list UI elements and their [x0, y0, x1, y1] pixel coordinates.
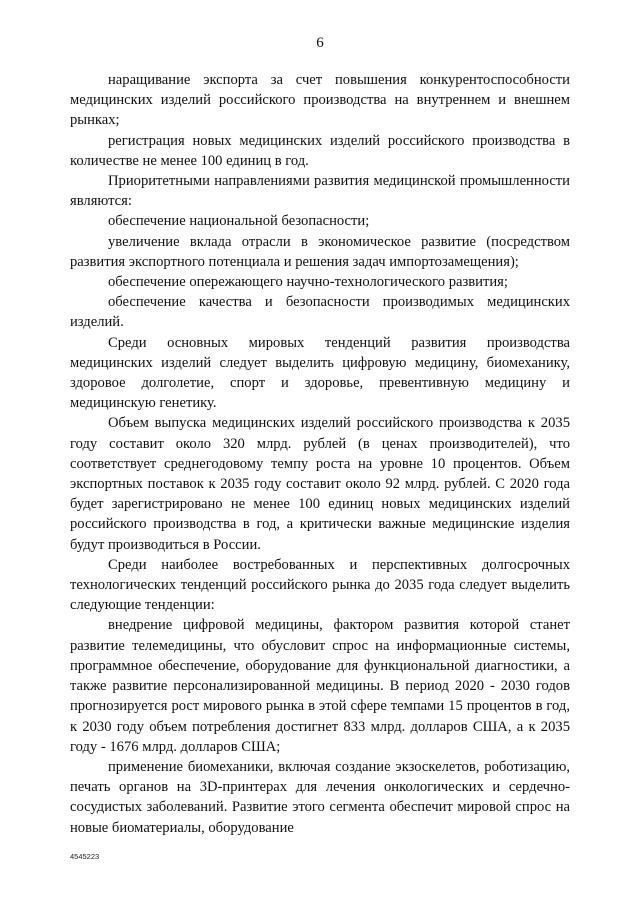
paragraph: Объем выпуска медицинских изделий российского производства к 2035 году составит около 320 млрд. рублей (в ценах производителей), что соответствует среднегодовому темпу роста на уровне 10 процентов. Объем экспортных поставок к 2035 году составит около 92 млрд. рублей. С 2020 года будет зарегистрировано не менее 100 единиц новых медицинских изделий российского производства в год, а критически важные медицинские изделия будут производиться в России. [70, 415, 570, 553]
paragraph: Приоритетными направлениями развития медицинской промышленности являются: [70, 173, 570, 210]
paragraph: увеличение вклада отрасли в экономическое развитие (посредством развития экспортного потенциала и решения задач импортозамещения); [70, 233, 570, 270]
paragraph: Среди наиболее востребованных и перспективных долгосрочных технологических тенденций российского рынка до 2035 года следует выделить следующие тенденции: [70, 556, 570, 614]
paragraph: внедрение цифровой медицины, фактором развития которой станет развитие телемедицины, что обусловит спрос на информационные системы, программное обеспечение, оборудование для функциональной диагностики, а также развитие персонализированной медицины. В период 2020 - 2030 годов прогнозируется рост мирового рынка в этой сфере темпами 15 процентов в год, к 2030 году объем потребления достигнет 833 млрд. долларов США, а к 2035 году - 1676 млрд. долларов США; [70, 617, 570, 755]
document-body [70, 70, 570, 838]
paragraph: регистрация новых медицинских изделий российского производства в количестве не менее 100 единиц в год. [70, 132, 570, 169]
paragraph: применение биомеханики, включая создание экзоскелетов, роботизацию, печать органов на 3D-принтерах для лечения онкологических и сердечно-сосудистых заболеваний. Развитие этого сегмента обеспечит мировой спрос на новые биоматериалы, оборудование [70, 758, 570, 836]
paragraph: обеспечение опережающего научно-технологического развития; [108, 274, 508, 291]
paragraph: обеспечение национальной безопасности; [108, 213, 370, 230]
page-number: 6 [316, 35, 324, 51]
document-id: 4545223 [70, 852, 100, 861]
paragraph: Среди основных мировых тенденций развития производства медицинских изделий следует выделить цифровую медицину, биомеханику, здоровое долголетие, спорт и здоровье, превентивную медицину и медицинскую генетику. [70, 334, 570, 412]
paragraph: обеспечение качества и безопасности производимых медицинских изделий. [70, 294, 570, 331]
paragraph: наращивание экспорта за счет повышения конкурентоспособности медицинских изделий российского производства на внутреннем и внешнем рынках; [70, 72, 570, 129]
